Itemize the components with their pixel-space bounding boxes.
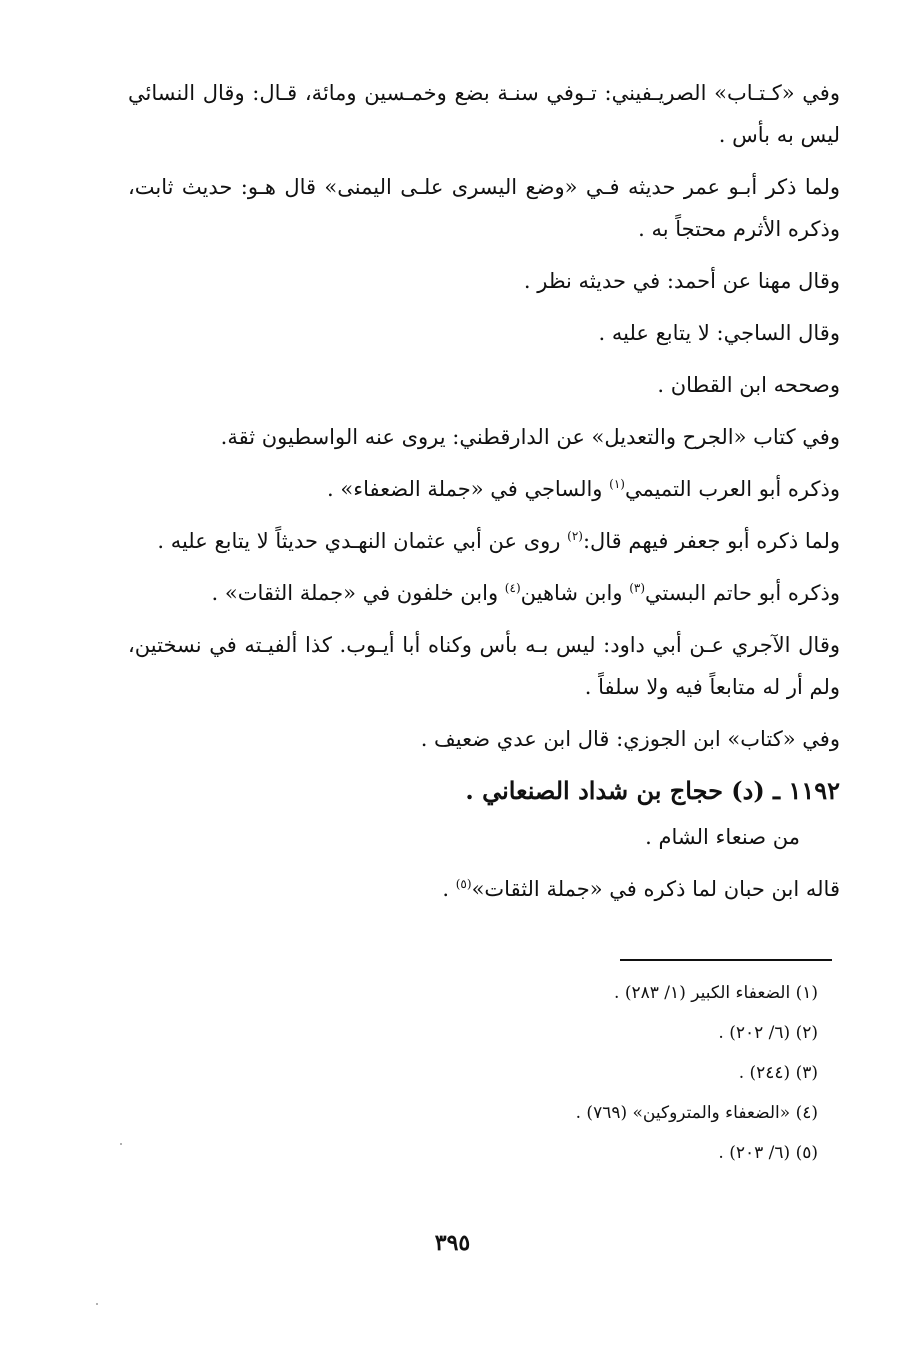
- footnote-ref-3[interactable]: (٣): [629, 581, 646, 595]
- footnote-ref-2[interactable]: (٢): [567, 529, 583, 543]
- paragraph: وفي كتاب «الجرح والتعديل» عن الدارقطني: يروى عنه الواسطيون ثقة.: [220, 425, 840, 449]
- paragraph-text: والساجي في «جملة الضعفاء» .: [327, 477, 610, 501]
- footnote-ref-1[interactable]: (١): [609, 477, 625, 491]
- entry-line: من صنعاء الشام .: [645, 825, 800, 849]
- paragraph: وفي «كـتـاب» الصريـفيني: تـوفي سنـة بضع وخمـسين ومائة، قـال: وقال النسائي ليس به بأس .: [128, 81, 840, 147]
- paragraph-text: .: [442, 877, 456, 901]
- footnotes: [400, 975, 818, 1175]
- footnote-ref-5[interactable]: (٥): [455, 877, 472, 891]
- paragraph-text: وذكره أبو حاتم البستي: [645, 581, 840, 605]
- entry-line-with-footnote-5: [128, 868, 840, 910]
- paragraph: وقال الساجي: لا يتابع عليه .: [598, 321, 840, 345]
- footnote: (٤) «الضعفاء والمتروكين» (٧٦٩) .: [575, 1103, 818, 1123]
- page-number: ٣٩٥: [434, 1230, 471, 1256]
- paragraph-with-footnote-1: [128, 468, 840, 510]
- scan-speck: [120, 1143, 122, 1145]
- paragraph: ولما ذكر أبـو عمر حديثه فـي «وضع اليسرى علـى اليمنى» قال هـو: حديث ثابت، وذكره الأثرم محتجاً به .: [128, 175, 840, 241]
- paragraph-text: ولما ذكره أبو جعفر فيهم قال:: [582, 529, 840, 553]
- paragraph-text: قاله ابن حبان لما ذكره في «جملة الثقات»: [471, 877, 840, 901]
- footnote-ref-4[interactable]: (٤): [504, 581, 521, 595]
- footnote: (٣) (٢٤٤) .: [738, 1063, 818, 1083]
- footnote: (٢) (٦/ ٢٠٢) .: [718, 1023, 818, 1043]
- paragraph: وصححه ابن القطان .: [657, 373, 840, 397]
- paragraph-text: روى عن أبي عثمان النهـدي حديثاً لا يتابع عليه .: [157, 529, 568, 553]
- paragraph-with-footnote-2: [128, 520, 840, 562]
- entry-heading: ١١٩٢ ـ (د) حجاج بن شداد الصنعاني .: [465, 776, 840, 805]
- main-text: [128, 72, 840, 920]
- scan-speck: [96, 1303, 98, 1305]
- footnote-divider: [620, 959, 832, 961]
- paragraph-with-footnotes-3-4: [128, 572, 840, 614]
- paragraph: وقال الآجري عـن أبي داود: ليس بـه بأس وكناه أبا أيـوب. كذا ألفيـته في نسختين، ولم أر له متابعاً فيه ولا سلفاً .: [128, 633, 840, 699]
- paragraph-text: وابن خلفون في «جملة الثقات» .: [211, 581, 505, 605]
- footnote: (٥) (٦/ ٢٠٣) .: [718, 1143, 818, 1163]
- paragraph: وقال مهنا عن أحمد: في حديثه نظر .: [523, 269, 840, 293]
- paragraph: وفي «كتاب» ابن الجوزي: قال ابن عدي ضعيف .: [420, 727, 840, 751]
- paragraph-text: وابن شاهين: [520, 581, 630, 605]
- footnote: (١) الضعفاء الكبير (١/ ٢٨٣) .: [614, 983, 818, 1003]
- paragraph-text: وذكره أبو العرب التميمي: [624, 477, 840, 501]
